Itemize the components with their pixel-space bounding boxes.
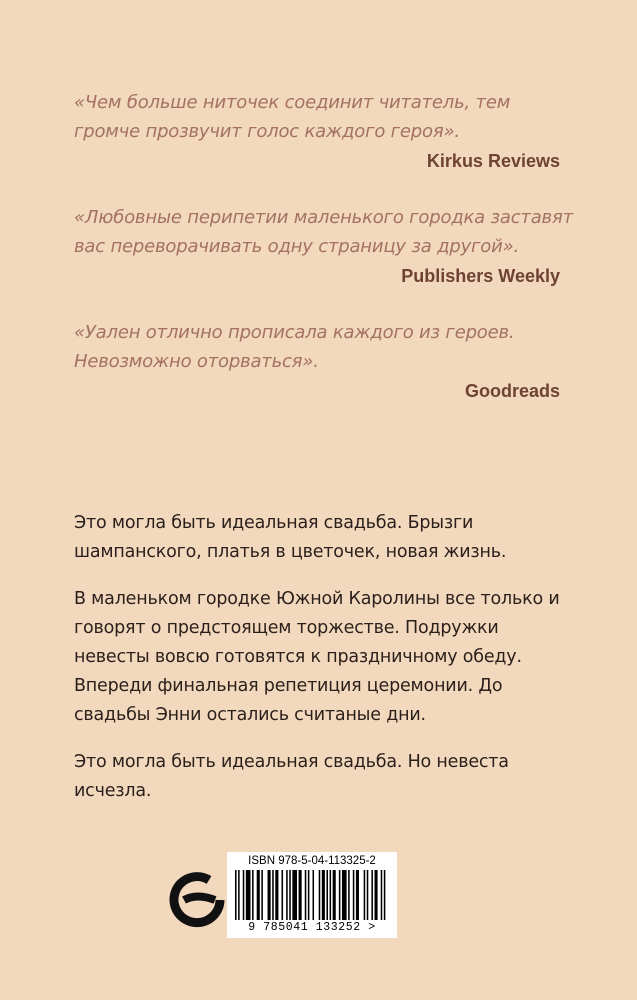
review-quotes [74,88,574,433]
barcode-bar [330,870,332,920]
barcode-bar [339,870,341,920]
barcode-bar [319,870,321,920]
barcode-bar [381,870,383,920]
quote-source: Kirkus Reviews [426,151,560,171]
barcode-bar [268,870,271,920]
barcode-bar [348,870,350,920]
barcode-bar [275,870,278,920]
barcode-bar [367,870,369,920]
barcode-bar [292,870,297,920]
blurb-paragraph: В маленьком городке Южной Каролины все только и говорят о предстоящем торжестве. Подружки невесты вовсю готовятся к праздничному обеду. Впереди финальная репетиция церемонии. До свадьбы Энни остались считаные дни. [74,589,560,725]
barcode-bar [252,870,254,920]
barcode-bar [356,870,359,920]
barcode-bar [286,870,288,920]
barcode-bar [322,870,325,920]
barcode-bar [272,870,274,920]
blurb-paragraph: Это могла быть идеальная свадьба. Но невеста исчезла. [74,752,509,801]
barcode-bar [246,870,251,920]
barcode-bar [299,870,302,920]
isbn-barcode [227,852,397,938]
blurb-paragraph: Это могла быть идеальная свадьба. Брызги шампанского, платья в цветочек, новая жизнь. [74,513,507,562]
review-quote [74,318,574,404]
barcode-bar [289,870,291,920]
book-blurb [74,509,574,824]
eksmo-e-logo-icon [167,869,227,929]
barcode-digits: 9 785041 133252 > [248,921,376,934]
quote-text: «Любовные перипетии маленького городка заставят вас переворачивать одну страницу за другой». [74,207,573,257]
barcode-bar [238,870,240,920]
barcode-bar [326,870,328,920]
barcode-bar [353,870,355,920]
barcode-bar [243,870,245,920]
quote-source: Publishers Weekly [401,266,560,286]
barcode-bar [313,870,315,920]
isbn-label: ISBN 978-5-04-113325-2 [248,855,376,867]
barcode-bar [342,870,347,920]
barcode-bars [233,870,391,920]
barcode-bar [375,870,378,920]
barcode-bar [308,870,310,920]
barcode-bar [384,870,386,920]
barcode-bar [257,870,260,920]
review-quote [74,88,574,174]
quote-text: «Чем больше ниточек соединит читатель, тем громче прозвучит голос каждого героя». [74,92,511,142]
quote-source: Goodreads [464,381,560,401]
barcode-bar [333,870,336,920]
barcode-bar [305,870,307,920]
quote-text: «Уален отлично прописала каждого из героев. Невозможно оторваться». [74,322,515,372]
barcode-bar [282,870,284,920]
barcode-bar [371,870,373,920]
barcode-bar [364,870,366,920]
barcode-bar [235,870,237,920]
review-quote [74,203,574,289]
barcode-bar [261,870,263,920]
